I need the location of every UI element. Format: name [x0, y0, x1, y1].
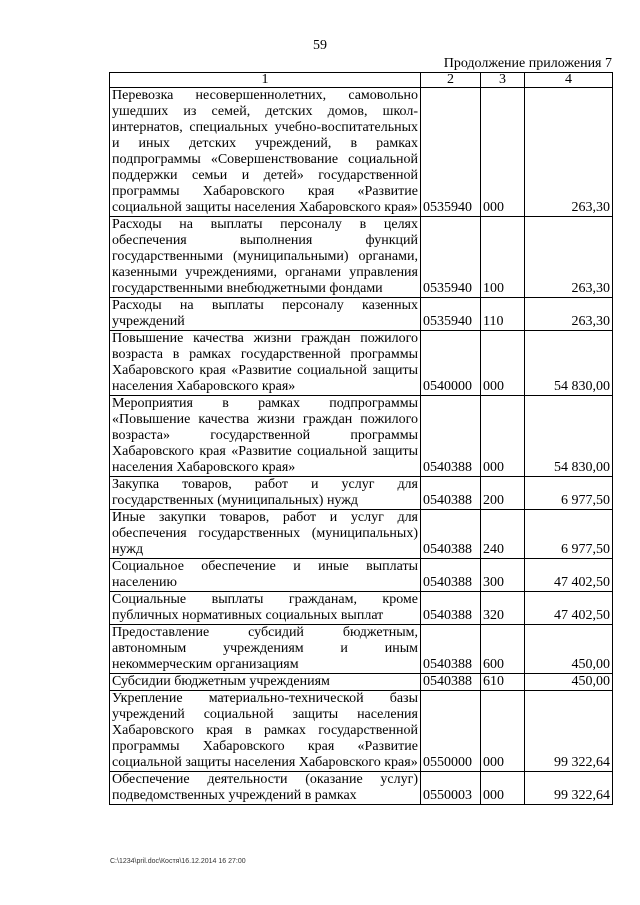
row-amount: 263,30 [525, 298, 613, 331]
row-description: Закупка товаров, работ и услуг для государственных (муниципальных) нужд [110, 477, 421, 510]
page-number: 59 [313, 38, 327, 53]
row-expense-type: 000 [481, 331, 525, 396]
row-amount: 54 830,00 [525, 396, 613, 477]
file-path-footer: C:\1234\pril.doc\Костя\16.12.2014 16 27:00 [110, 858, 246, 865]
row-target-code: 0540388 [421, 674, 481, 691]
row-description: Обеспечение деятельности (оказание услуг) подведомственных учреждений в рамках [110, 772, 421, 805]
row-target-code: 0540388 [421, 592, 481, 625]
row-description: Перевозка несовершеннолетних, самовольно ушедших из семей, детских домов, школ-интернатов, специальных учебно-воспитательных и иных детских учреждений, в рамках подпрограммы «Совершенствование социальной поддержки семьи и детей» государственной программы Хабаровского края «Развитие социальной защиты населения Хабаровского края» [110, 88, 421, 217]
row-expense-type: 300 [481, 559, 525, 592]
row-amount: 6 977,50 [525, 510, 613, 559]
row-target-code: 0535940 [421, 217, 481, 298]
row-expense-type: 000 [481, 88, 525, 217]
header-col-4: 4 [525, 73, 613, 88]
row-expense-type: 000 [481, 396, 525, 477]
row-amount: 99 322,64 [525, 691, 613, 772]
row-target-code: 0550000 [421, 691, 481, 772]
row-amount: 54 830,00 [525, 331, 613, 396]
row-description: Социальное обеспечение и иные выплаты населению [110, 559, 421, 592]
row-description: Мероприятия в рамках подпрограммы «Повышение качества жизни граждан пожилого возраста» государственной программы Хабаровского края «Развитие социальной защиты населения Хабаровского края» [110, 396, 421, 477]
row-target-code: 0535940 [421, 88, 481, 217]
header-col-1: 1 [110, 73, 421, 88]
header-col-2: 2 [421, 73, 481, 88]
row-target-code: 0540388 [421, 477, 481, 510]
table-header-row [110, 73, 613, 88]
table-row [110, 331, 613, 396]
row-expense-type: 240 [481, 510, 525, 559]
row-amount: 450,00 [525, 674, 613, 691]
table-row [110, 625, 613, 674]
table-row [110, 510, 613, 559]
row-target-code: 0540000 [421, 331, 481, 396]
row-amount: 263,30 [525, 217, 613, 298]
table-row [110, 477, 613, 510]
row-amount: 99 322,64 [525, 772, 613, 805]
row-description: Расходы на выплаты персоналу казенных учреждений [110, 298, 421, 331]
row-description: Иные закупки товаров, работ и услуг для обеспечения государственных (муниципальных) нужд [110, 510, 421, 559]
continuation-label: Продолжение приложения 7 [443, 56, 612, 71]
row-target-code: 0540388 [421, 396, 481, 477]
row-description: Социальные выплаты гражданам, кроме публичных нормативных социальных выплат [110, 592, 421, 625]
table-row [110, 217, 613, 298]
table-row [110, 396, 613, 477]
header-col-3: 3 [481, 73, 525, 88]
row-expense-type: 000 [481, 691, 525, 772]
row-expense-type: 100 [481, 217, 525, 298]
table-row [110, 691, 613, 772]
row-expense-type: 600 [481, 625, 525, 674]
row-amount: 47 402,50 [525, 592, 613, 625]
row-amount: 47 402,50 [525, 559, 613, 592]
row-description: Субсидии бюджетным учреждениям [110, 674, 421, 691]
row-description: Предоставление субсидий бюджетным, автономным учреждениям и иным некоммерческим организациям [110, 625, 421, 674]
row-expense-type: 200 [481, 477, 525, 510]
row-expense-type: 610 [481, 674, 525, 691]
row-description: Укрепление материально-технической базы учреждений социальной защиты населения Хабаровского края в рамках государственной программы Хабаровского края «Развитие социальной защиты населения Хабаровского края» [110, 691, 421, 772]
budget-table [109, 72, 613, 805]
table-row [110, 772, 613, 805]
row-expense-type: 320 [481, 592, 525, 625]
row-description: Расходы на выплаты персоналу в целях обеспечения выполнения функций государственными (муниципальными) органами, казенными учреждениями, органами управления государственными внебюджетными фондами [110, 217, 421, 298]
table-row [110, 674, 613, 691]
row-expense-type: 110 [481, 298, 525, 331]
table-row [110, 592, 613, 625]
row-target-code: 0540388 [421, 510, 481, 559]
row-expense-type: 000 [481, 772, 525, 805]
row-target-code: 0540388 [421, 559, 481, 592]
row-amount: 6 977,50 [525, 477, 613, 510]
row-target-code: 0550003 [421, 772, 481, 805]
table-row [110, 559, 613, 592]
row-target-code: 0540388 [421, 625, 481, 674]
row-description: Повышение качества жизни граждан пожилого возраста в рамках государственной программы Хабаровского края «Развитие социальной защиты населения Хабаровского края» [110, 331, 421, 396]
row-amount: 263,30 [525, 88, 613, 217]
row-amount: 450,00 [525, 625, 613, 674]
table-row [110, 88, 613, 217]
table-row [110, 298, 613, 331]
row-target-code: 0535940 [421, 298, 481, 331]
